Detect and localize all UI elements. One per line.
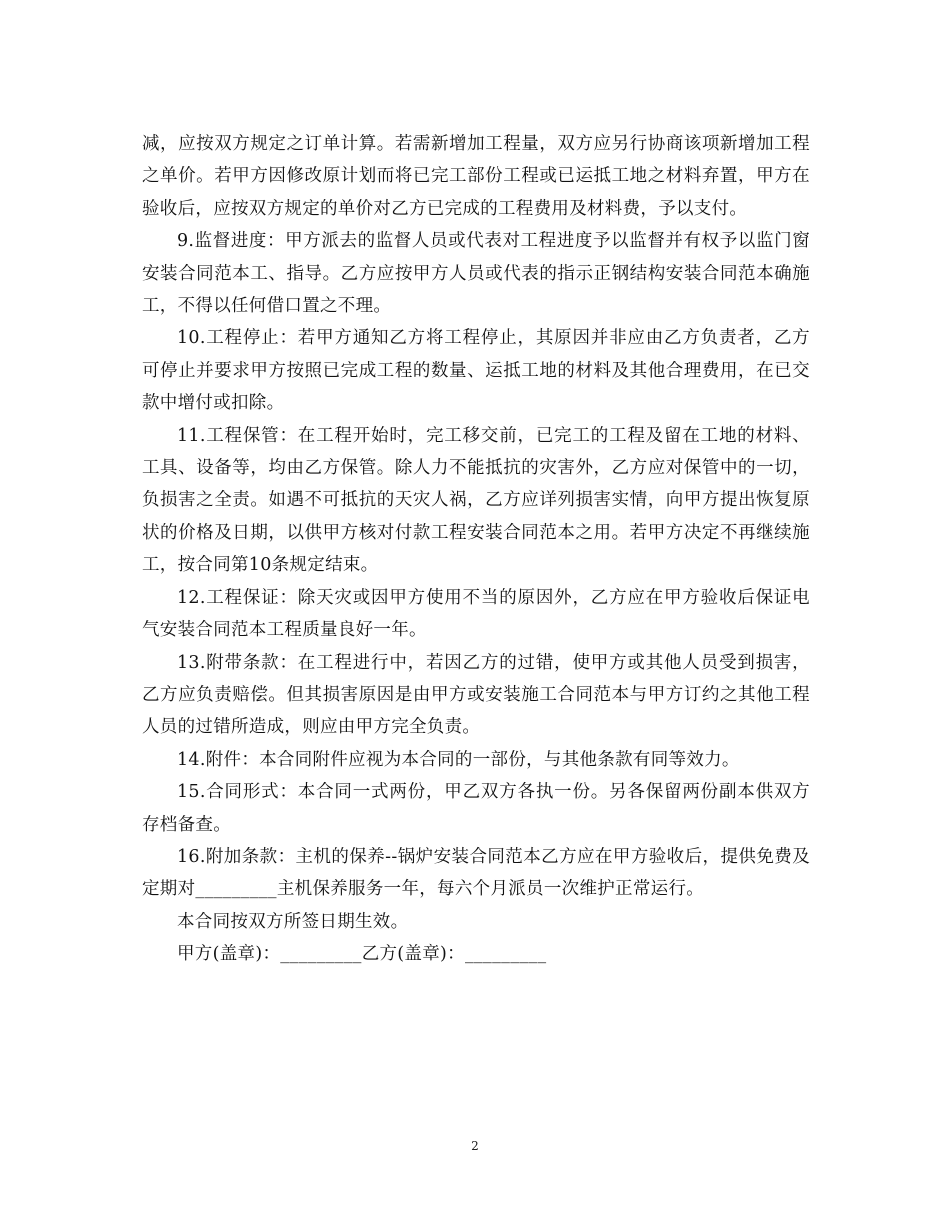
paragraph-continuation: 减，应按双方规定之订单计算。若需新增加工程量，双方应另行协商该项新增加工程之单价。若甲方因修改原计划而将已完工部份工程或已运抵工地之材料弃置，甲方在验收后，应按双方规定的单价对乙方已完成的工程费用及材料费，予以支付。 [142,134,810,219]
clause-11-custody: 11.工程保管：在工程开始时，完工移交前，已完工的工程及留在工地的材料、工具、设备等，均由乙方保管。除人力不能抵抗的灾害外，乙方应对保管中的一切，负损害之全责。如遇不可抵抗的天灾人祸，乙方应详列损害实情，向甲方提出恢复原状的价格及日期，以供甲方核对付款工程安装合同范本之用。若甲方决定不再继续施工，按合同第10条规定结束。 [142,425,810,576]
clause-10-work-stoppage: 10.工程停止：若甲方通知乙方将工程停止，其原因并非应由乙方负责者，乙方可停止并要求甲方按照已完成工程的数量、运抵工地的材料及其他合理费用，在已交款中增付或扣除。 [142,328,810,414]
clause-9-supervision: 9.监督进度：甲方派去的监督人员或代表对工程进度予以监督并有权予以监门窗安装合同范本工、指导。乙方应按甲方人员或代表的指示正钢结构安装合同范本确施工，不得以任何借口置之不理。 [142,231,810,317]
clause-12-warranty: 12.工程保证：除天灾或因甲方使用不当的原因外，乙方应在甲方验收后保证电气安装合同范本工程质量良好一年。 [142,587,810,641]
clause-14-attachments: 14.附件：本合同附件应视为本合同的一部份，与其他条款有同等效力。 [177,749,740,770]
page-number: 2 [471,1139,479,1153]
signature-line: 甲方(盖章)：_________乙方(盖章)：_________ [177,944,547,965]
clause-13-liability: 13.附带条款：在工程进行中，若因乙方的过错，使甲方或其他人员受到损害，乙方应负责赔偿。但其损害原因是由甲方或安装施工合同范本与甲方订约之其他工程人员的过错所造成，则应由甲方完全负责。 [142,652,810,738]
clause-16-additional-terms: 16.附加条款：主机的保养--锅炉安装合同范本乙方应在甲方验收后，提供免费及定期对_________主机保养服务一年，每六个月派员一次维护正常运行。 [142,846,810,900]
contract-body [142,128,810,971]
effective-date-statement: 本合同按双方所签日期生效。 [177,911,409,932]
clause-15-contract-form: 15.合同形式：本合同一式两份，甲乙双方各执一份。另各保留两份副本供双方存档备查。 [142,782,810,835]
